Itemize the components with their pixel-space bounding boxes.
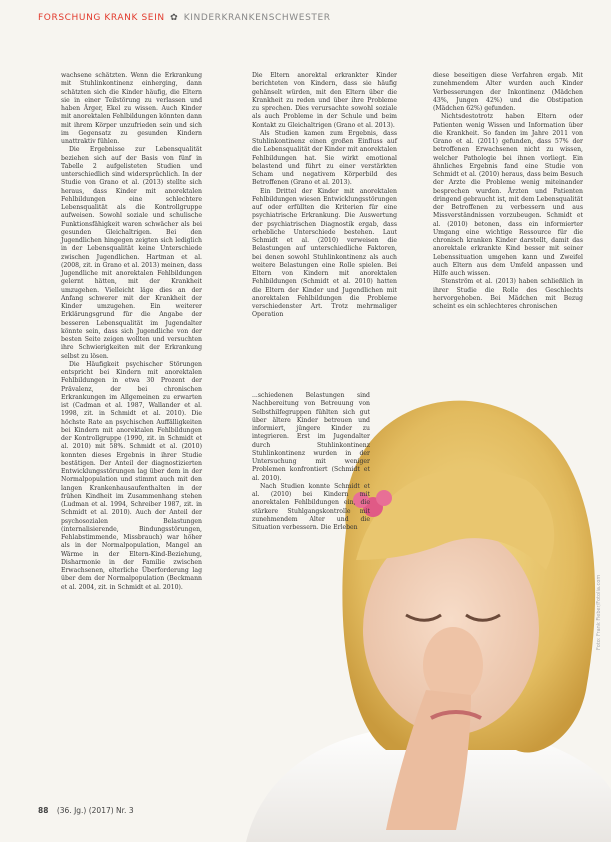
photo-credit: Foto: Frank Fieber/Fotolia.com: [596, 574, 602, 650]
paragraph: Nach Studien konnte Schmidt et al. (2010) bei Kindern mit anorektalen Fehlbildungen ein, die stärkere Stuhlgangskontrolle mit zunehmendem Alter und die Situation verbessern. Die Erleben: [252, 482, 370, 531]
page-number: 88: [38, 806, 49, 815]
text-column-2-wrap: [252, 392, 370, 752]
paragraph: diese beseitigen diese Verfahren ergab. Mit zunehmendem Alter wurden auch Kinder Verbesserungen der Inkontinenz (Mädchen 43%, Jungen 42%) und die Obstipation (Mädchen 62%) gefunden.: [433, 72, 583, 112]
text-column-2: [252, 72, 397, 392]
paragraph: Die Eltern anorektal erkrankter Kinder berichteten von Kindern, dass sie häufig gehänselt würden, mit den Eltern über die Krankheit zu reden und über ihre Probleme zu sprechen. Dies verursachte sowohl soziale als auch Probleme in der Schule und beim Kontakt zu Gleichaltrigen (Grano et al. 2013).: [252, 72, 397, 129]
paragraph: Ein Drittel der Kinder mit anorektalen Fehlbildungen wiesen Entwicklungsstörungen auf oder erfüllten die Kriterien für eine psychiatrische Erkrankung. Die Auswertung der psychiatrischen Diagnostik ergab, dass erhebliche Unterschiede bestehen. Laut Schmidt et al. (2010) verweisen die Belastungen auf unterschiedliche Faktoren, bei denen sowohl Stuhlinkontinenz als auch weitere Belastungen eine Rolle spielen. Bei Eltern von Kindern mit anorektalen Fehlbildungen (Schmidt et al. 2010) hatten die Eltern der Kinder und Jugendlichen mit anorektalen Fehlbildungen die Probleme verschiedenster Art. Trotz mehrmaliger Operation: [252, 187, 397, 319]
page-footer: [38, 806, 134, 815]
paragraph: Als Studien kamen zum Ergebnis, dass Stuhlinkontinenz einen großen Einfluss auf die Lebensqualität der Kinder mit anorektalen Fehlbildungen hat. Sie wirkt emotional belastend und führt zu einer verstärkten Scham und negativem Körperbild des Betroffenen (Grano et al. 2013).: [252, 129, 397, 187]
text-column-1: [61, 72, 202, 807]
issue-info: (36. Jg.) (2017) Nr. 3: [56, 806, 134, 815]
text-column-3: [433, 72, 583, 337]
paragraph: wachsene schätzten. Wenn die Erkrankung mit Stuhlinkontinenz einherging, dann schätzten sich die Kinder häufig, die Eltern sie in einer Teilstörung zu verlassen und haben Ärger, Ekel zu wissen. Auch Kinder mit anorektalen Fehlbildungen könnten dann mit ihrem Körper unzufrieden sein und sich im Gegensatz zu gesunden Kindern unattraktiv fühlen.: [61, 72, 202, 145]
flower-icon: ✿: [170, 13, 179, 23]
paragraph: Stenström et al. (2013) haben schließlich in ihrer Studie die Rolle des Geschlechts hervorgehoben. Bei Mädchen mit Bezug scheint es ein schlechteres chronischen: [433, 278, 583, 310]
subsection-label: KINDERKRANKENSCHWESTER: [183, 13, 331, 23]
running-header: [0, 0, 611, 30]
section-kicker: [38, 13, 331, 23]
paragraph: Nichtsdestotrotz haben Eltern oder Patienten wenig Wissen und Information über die Krankheit. So fanden im Jahre 2011 von Grano et al. (2011) gefunden, dass 57% der betroffenen Erwachsenen nicht zu wissen, welcher Pathologie bei ihnen vorliegt. Ein ähnliches Ergebnis fand eine Studie von Schmidt et al. (2010) heraus, dass beim Besuch der Arzte die Probleme wenig miteinander besprechen wurden. Ärzten und Patienten dringend gebraucht ist, mit dem Lebensqualität der Betroffenen zu verbessern und aus Missverständnissen vorzubeugen. Schmidt et al. (2010) betonen, dass ein informierter Umgang eine wichtige Ressource für die chronisch kranken Kinder darstellt, damit das anorektale erkrankte Kind besser mit seiner Lebenssituation umgehen kann und Zweifel auch Eltern aus dem Umfeld anpassen und Hilfe auch wissen.: [433, 113, 583, 277]
paragraph: ...schiedenen Belastungen sind Nachbereitung von Betreuung von Selbsthilfegruppen fühlten sich gut über ältere Kinder betreuen und informiert, jüngere Kinder zu integrieren. Erst im Jugendalter durch Stuhlinkontinenz Stuhlinkontinenz wurden in der Untersuchung mit weniger Problemen konfrontiert (Schmidt et al. 2010).: [252, 392, 370, 482]
section-label: FORSCHUNG KRANK SEIN: [38, 13, 165, 23]
paragraph: Die Häufigkeit psychischer Störungen entspricht bei Kindern mit anorektalen Fehlbildungen in etwa 30 Prozent der Prävalenz, der bei chronischen Erkrankungen im Allgemeinen zu erwarten ist (Cadman et al. 1987, Wallander et al. 1998, zit. in Schmidt et al. 2010). Die höchste Rate an psychischen Auffälligkeiten bei Kindern mit anorektalen Fehlbildungen der Kontrollgruppe (1990, zit. in Schmidt et al. 2010) mit 58%. Schmidt et al. (2010) konnten dieses Ergebnis in ihrer Studie bestätigen. Der Anteil der diagnostizierten Entwicklungsstörungen lag über dem in der Normalpopulation und stimmt auch mit den langen Krankenhausaufenthalten in der frühen Kindheit im Zusammenhang stehen (Ludman et al. 1994, Schreiber 1987, zit. in Schmidt et al. 2010). Auch der Anteil der psychosozialen Belastungen (internalisierende, Bindungsstörungen, Fehlabstimmende, Missbrauch) war höher als in der Normalpopulation, Mangel an Wärme in der Eltern-Kind-Beziehung, Disharmonie in der Familie zwischen Erwachsenen, elterliche Überforderung lag über dem der Normalpopulation (Beckmann et al. 2004, zit. in Schmidt et al. 2010).: [61, 360, 202, 591]
paragraph: Die Ergebnisse zur Lebensqualität beziehen sich auf der Basis von fünf in Tabelle 2 aufgelisteten Studien und unterschiedlich sind widersprüchlich. In der Studie von Grano et al. (2013) stellte sich heraus, dass Kinder mit anorektalen Fehlbildungen eine schlechtere Lebensqualität als die Kontrollgruppe aufweisen. Sowohl soziale und schulische Funktionsfähigkeit waren schwächer als bei gesunden Gleichaltrigen. Bei den Jugendlichen hingegen zeigten sich lediglich in der Lebensqualität keine Unterschiede zwischen Jugendlichen. Hartman et al. (2008, zit. in Grano et al. 2013) meinen, dass Jugendliche mit anorektalen Fehlbildungen gelernt hätten, mit der Krankheit umzugehen. Vielleicht läge dies an der Anfang schwerer mit der Krankheit der Kinder umzugehen. Ein weiterer Erklärungsgrund für die Angabe der besseren Lebensqualität im Jugendalter könnte sein, dass sich Jugendliche von der besten Seite zeigen wollten und versuchten ihre Schwierigkeiten mit der Erkrankung selbst zu lösen.: [61, 146, 202, 360]
